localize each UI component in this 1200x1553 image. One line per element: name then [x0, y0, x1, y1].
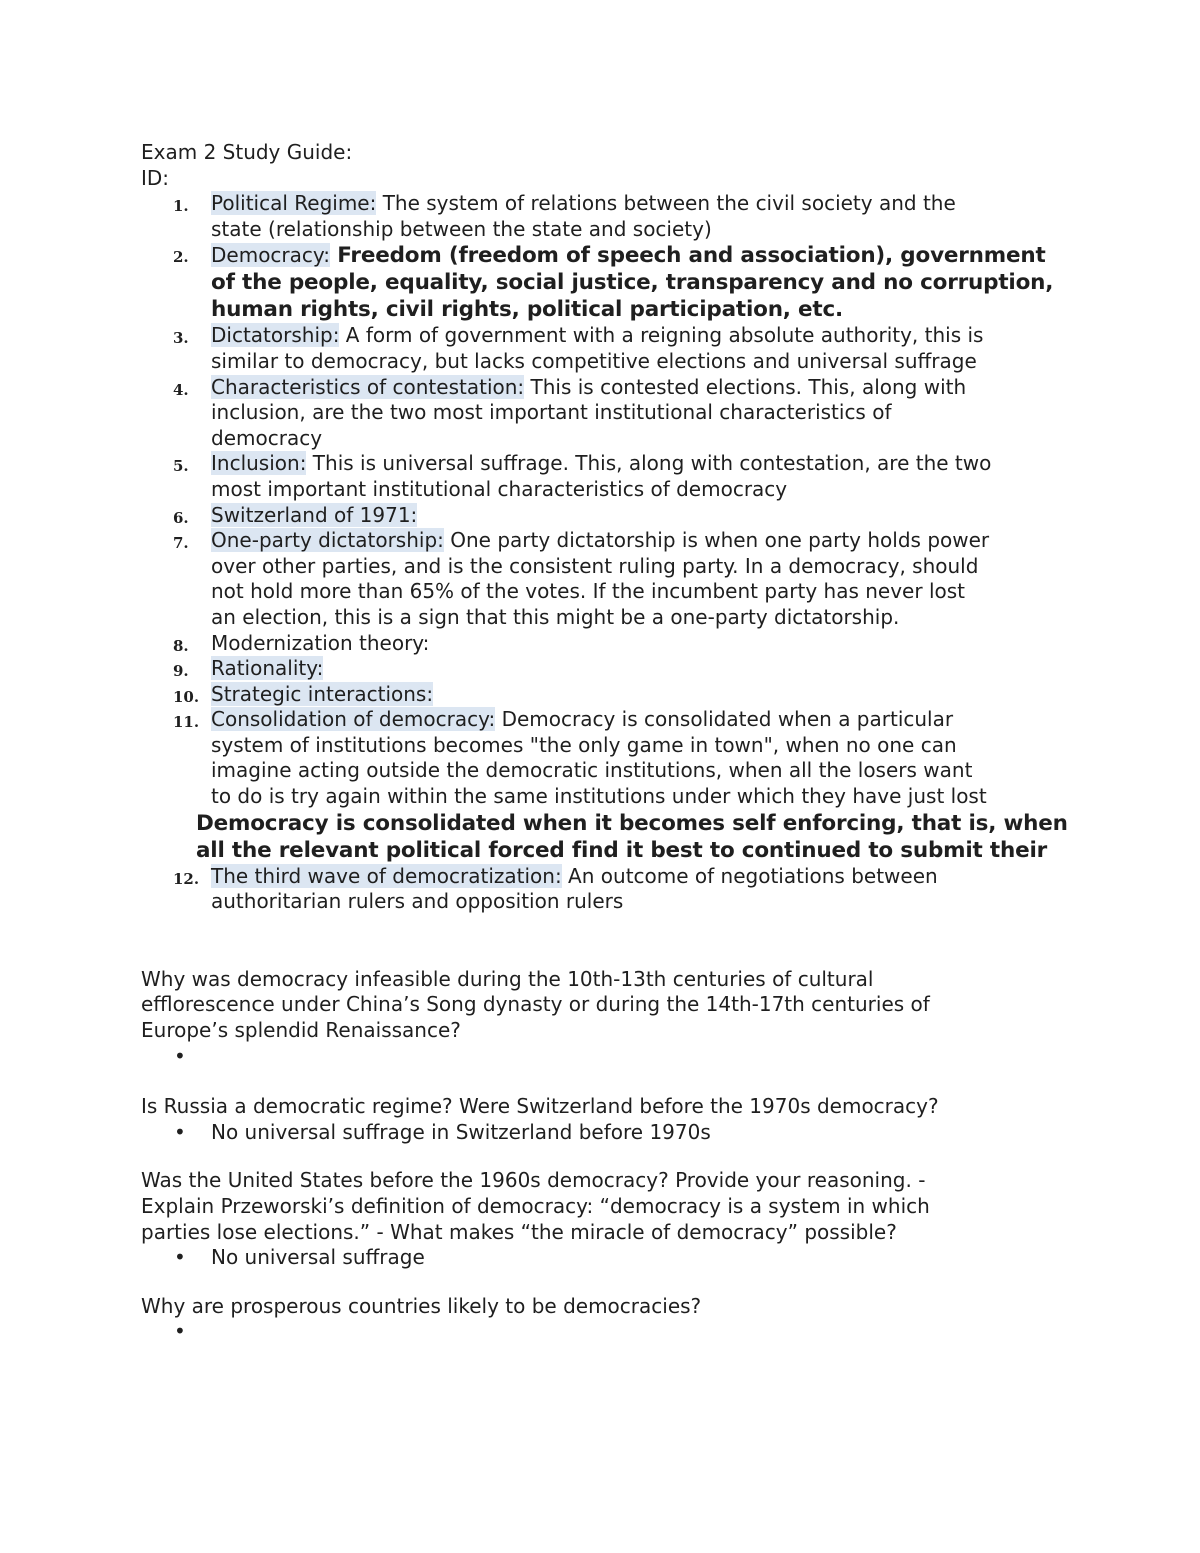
- question-block: [141, 967, 1066, 1069]
- answer-bullet: [141, 1120, 1066, 1146]
- definition-text: to do is try again within the same institutions under which they have just lost: [211, 784, 987, 809]
- term-label: Dictatorship:: [211, 323, 340, 348]
- definition-text: an election, this is a sign that this might be a one-party dictatorship.: [211, 604, 900, 629]
- question-block: [141, 1094, 1066, 1145]
- list-item: [141, 528, 1066, 630]
- question-text: Why was democracy infeasible during the 10th-13th centuries of cultural: [141, 966, 874, 991]
- list-item: [141, 656, 1066, 682]
- list-item: [141, 451, 1066, 502]
- question-text: Why are prosperous countries likely to be democracies?: [141, 1293, 702, 1318]
- list-item: [141, 503, 1066, 529]
- definition-text: state (relationship between the state and society): [211, 216, 712, 241]
- question-text: Explain Przeworski’s definition of democracy: “democracy is a system in which: [141, 1194, 930, 1218]
- item-number: 12.: [173, 869, 200, 888]
- list-item: [141, 323, 1066, 374]
- answer-bullet: [141, 1319, 1066, 1345]
- document-page: [141, 140, 1066, 1345]
- question-block: [141, 1294, 1066, 1345]
- bullet-icon: •: [174, 1245, 186, 1270]
- definition-text: This is universal suffrage. This, along with contestation, are the two: [306, 451, 992, 476]
- definition-text: system of institutions becomes "the only game in town", when no one can: [211, 732, 957, 757]
- bullet-icon: •: [174, 1319, 186, 1344]
- consolidation-note: [141, 810, 1066, 864]
- term-label: Political Regime:: [211, 191, 377, 216]
- list-item: [141, 864, 1066, 915]
- definition-text: One party dictatorship is when one party holds power: [443, 528, 990, 553]
- definition-text: over other parties, and is the consistent ruling party. In a democracy, should: [211, 553, 979, 578]
- consolidation-note-text: all the relevant political forced find it best to continued to submit their: [196, 837, 1048, 863]
- term-label: Democracy:: [211, 243, 331, 268]
- id-terms-list-continued: [141, 864, 1066, 915]
- answer-list: [141, 1319, 1066, 1345]
- item-number: 3.: [173, 329, 189, 348]
- item-number: 5.: [173, 457, 189, 476]
- bullet-icon: •: [174, 1119, 186, 1144]
- answer-bullet: [141, 1245, 1066, 1271]
- term-label: Consolidation of democracy:: [211, 707, 496, 732]
- term-label: Modernization theory:: [211, 630, 430, 655]
- question-block: [141, 1168, 1066, 1270]
- document-title: Exam 2 Study Guide:: [141, 140, 353, 164]
- definition-text: Freedom (freedom of speech and association), government: [330, 243, 1046, 269]
- definition-text: of the people, equality, social justice, transparency and no corruption,: [211, 270, 1054, 296]
- definition-text: not hold more than 65% of the votes. If the incumbent party has never lost: [211, 579, 965, 604]
- definition-text: human rights, civil rights, political participation, etc.: [211, 297, 844, 323]
- item-number: 8.: [173, 636, 189, 655]
- question-text: parties lose elections.” - What makes “the miracle of democracy” possible?: [141, 1219, 897, 1244]
- item-number: 7.: [173, 534, 189, 553]
- question-text: Europe’s splendid Renaissance?: [141, 1018, 461, 1043]
- list-item: [141, 242, 1066, 323]
- definition-text: democracy: [211, 425, 323, 450]
- answer-list: [141, 1245, 1066, 1271]
- id-label: ID:: [141, 165, 170, 190]
- question-text: efflorescence under China’s Song dynasty or during the 14th-17th centuries of: [141, 992, 930, 1017]
- item-number: 4.: [173, 380, 189, 399]
- term-label: Inclusion:: [211, 451, 307, 476]
- definition-text: similar to democracy, but lacks competitive elections and universal suffrage: [211, 348, 977, 373]
- question-text: Was the United States before the 1960s democracy? Provide your reasoning. -: [141, 1168, 926, 1193]
- term-label: Switzerland of 1971:: [211, 502, 418, 527]
- definition-text: inclusion, are the two most important institutional characteristics of: [211, 400, 892, 425]
- definition-text: The system of relations between the civil society and the: [376, 191, 956, 216]
- list-item: [141, 375, 1066, 452]
- item-number: 9.: [173, 662, 189, 681]
- definition-text: imagine acting outside the democratic institutions, when all the losers want: [211, 758, 973, 783]
- list-item: [141, 631, 1066, 657]
- question-text: Is Russia a democratic regime? Were Switzerland before the 1970s democracy?: [141, 1094, 939, 1119]
- answer-bullet: [141, 1044, 1066, 1070]
- definition-text: This is contested elections. This, along with: [524, 374, 967, 399]
- term-label: Strategic interactions:: [211, 681, 434, 706]
- definition-text: most important institutional characteristics of democracy: [211, 476, 788, 501]
- answer-list: [141, 1120, 1066, 1146]
- term-label: The third wave of democratization:: [211, 863, 562, 888]
- list-item: [141, 191, 1066, 242]
- consolidation-note-text: Democracy is consolidated when it becomes self enforcing, that is, when: [196, 810, 1068, 836]
- term-label: Rationality:: [211, 656, 324, 681]
- bullet-icon: •: [174, 1043, 186, 1068]
- item-number: 6.: [173, 508, 189, 527]
- list-item: [141, 682, 1066, 708]
- list-item: [141, 707, 1066, 809]
- term-label: Characteristics of contestation:: [211, 374, 525, 399]
- answer-list: [141, 1044, 1066, 1070]
- definition-text: A form of government with a reigning absolute authority, this is: [339, 323, 984, 348]
- item-number: 1.: [173, 197, 189, 216]
- id-terms-list: [141, 191, 1066, 809]
- definition-text: authoritarian rulers and opposition rulers: [211, 889, 624, 914]
- answer-text: No universal suffrage in Switzerland before 1970s: [211, 1119, 711, 1144]
- answer-text: No universal suffrage: [211, 1245, 425, 1270]
- item-number: 2.: [173, 248, 189, 267]
- item-number: 11.: [173, 713, 200, 732]
- item-number: 10.: [173, 687, 200, 706]
- term-label: One-party dictatorship:: [211, 528, 444, 553]
- definition-text: An outcome of negotiations between: [561, 863, 938, 888]
- definition-text: Democracy is consolidated when a particular: [495, 707, 954, 732]
